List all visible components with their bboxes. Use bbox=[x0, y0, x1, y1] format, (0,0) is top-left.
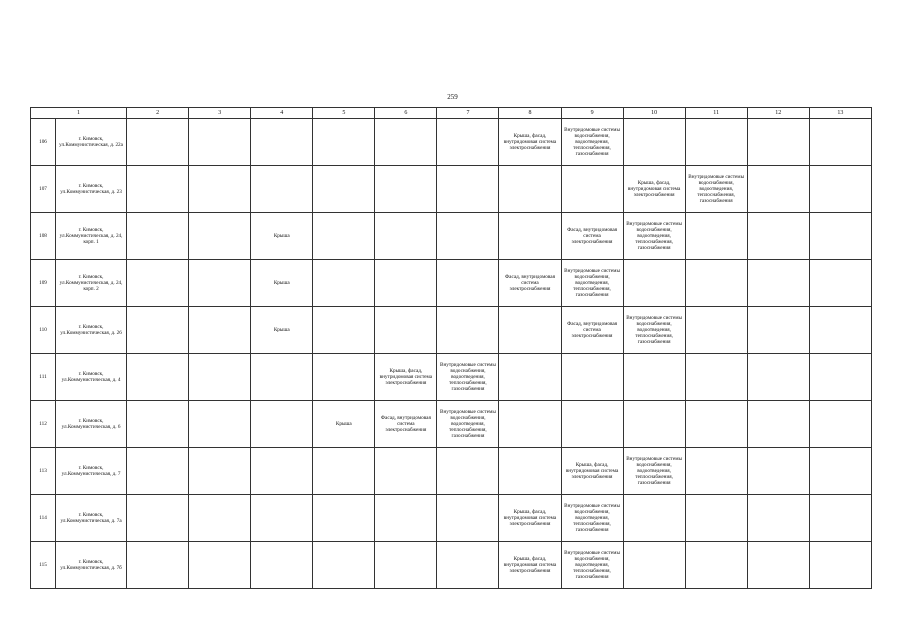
work-cell bbox=[313, 307, 375, 354]
work-cell: Внутридомовые системы водоснабжения, водоотведения, теплоснабжения, газоснабжения bbox=[623, 448, 685, 495]
row-number: 110 bbox=[31, 307, 56, 354]
work-cell bbox=[747, 401, 809, 448]
work-cell bbox=[127, 166, 189, 213]
work-cell: Внутридомовые системы водоснабжения, водоотведения, теплоснабжения, газоснабжения bbox=[561, 542, 623, 589]
work-cell bbox=[313, 213, 375, 260]
work-cell bbox=[127, 542, 189, 589]
work-cell bbox=[189, 401, 251, 448]
row-number: 106 bbox=[31, 119, 56, 166]
work-cell bbox=[251, 401, 313, 448]
work-cell bbox=[809, 448, 871, 495]
work-cell bbox=[251, 542, 313, 589]
work-cell bbox=[747, 307, 809, 354]
column-header: 2 bbox=[127, 108, 189, 119]
address-cell: г. Кимовск, ул.Коммунистическая, д. 26 bbox=[56, 307, 127, 354]
work-cell bbox=[623, 401, 685, 448]
address-cell: г. Кимовск, ул.Коммунистическая, д. 7б bbox=[56, 542, 127, 589]
work-cell bbox=[313, 495, 375, 542]
work-cell bbox=[375, 213, 437, 260]
work-cell bbox=[127, 354, 189, 401]
table-row bbox=[31, 401, 872, 448]
column-header: 7 bbox=[437, 108, 499, 119]
work-cell: Внутридомовые системы водоснабжения, водоотведения, теплоснабжения, газоснабжения bbox=[623, 307, 685, 354]
work-cell bbox=[127, 401, 189, 448]
work-cell bbox=[189, 448, 251, 495]
column-header: 6 bbox=[375, 108, 437, 119]
row-number: 111 bbox=[31, 354, 56, 401]
work-cell bbox=[251, 166, 313, 213]
work-cell bbox=[313, 542, 375, 589]
table-body bbox=[31, 119, 872, 589]
work-cell bbox=[375, 260, 437, 307]
column-header: 3 bbox=[189, 108, 251, 119]
address-cell: г. Кимовск, ул.Коммунистическая, д. 22а bbox=[56, 119, 127, 166]
work-cell bbox=[251, 354, 313, 401]
table-row bbox=[31, 119, 872, 166]
table-row bbox=[31, 307, 872, 354]
work-cell: Внутридомовые системы водоснабжения, водоотведения, теплоснабжения, газоснабжения bbox=[623, 213, 685, 260]
work-cell bbox=[809, 213, 871, 260]
work-cell: Крыша, фасад, внутридомовая система электроснабжения bbox=[499, 495, 561, 542]
table-row bbox=[31, 495, 872, 542]
work-cell bbox=[375, 495, 437, 542]
work-cell bbox=[685, 401, 747, 448]
work-cell bbox=[561, 166, 623, 213]
row-number: 115 bbox=[31, 542, 56, 589]
work-cell bbox=[561, 354, 623, 401]
work-cell bbox=[747, 119, 809, 166]
work-cell bbox=[437, 260, 499, 307]
work-cell: Крыша, фасад, внутридомовая система электроснабжения bbox=[499, 119, 561, 166]
page-number: 259 bbox=[447, 93, 458, 101]
column-header: 13 bbox=[809, 108, 871, 119]
work-cell bbox=[127, 448, 189, 495]
row-number: 108 bbox=[31, 213, 56, 260]
work-cell bbox=[251, 119, 313, 166]
work-cell bbox=[809, 401, 871, 448]
address-cell: г. Кимовск, ул.Коммунистическая, д. 7а bbox=[56, 495, 127, 542]
work-cell bbox=[437, 119, 499, 166]
address-cell: г. Кимовск, ул.Коммунистическая, д. 7 bbox=[56, 448, 127, 495]
work-cell bbox=[499, 401, 561, 448]
work-cell: Фасад, внутридомовая система электроснабжения bbox=[561, 307, 623, 354]
work-cell bbox=[189, 260, 251, 307]
work-cell bbox=[809, 119, 871, 166]
work-cell bbox=[685, 119, 747, 166]
work-cell bbox=[623, 542, 685, 589]
table-row bbox=[31, 448, 872, 495]
work-cell bbox=[747, 166, 809, 213]
row-number: 113 bbox=[31, 448, 56, 495]
work-cell bbox=[623, 260, 685, 307]
work-cell bbox=[313, 166, 375, 213]
work-cell bbox=[685, 495, 747, 542]
table-row bbox=[31, 542, 872, 589]
table-row bbox=[31, 166, 872, 213]
work-cell: Внутридомовые системы водоснабжения, водоотведения, теплоснабжения, газоснабжения bbox=[561, 119, 623, 166]
work-cell bbox=[437, 542, 499, 589]
work-cell bbox=[189, 213, 251, 260]
work-cell bbox=[623, 495, 685, 542]
work-cell bbox=[809, 495, 871, 542]
table-row bbox=[31, 213, 872, 260]
work-cell bbox=[747, 495, 809, 542]
column-header: 11 bbox=[685, 108, 747, 119]
work-cell bbox=[685, 542, 747, 589]
address-cell: г. Кимовск, ул.Коммунистическая, д. 24, корп. 2 bbox=[56, 260, 127, 307]
work-cell: Внутридомовые системы водоснабжения, водоотведения, теплоснабжения, газоснабжения bbox=[437, 401, 499, 448]
work-cell: Фасад, внутридомовая система электроснабжения bbox=[375, 401, 437, 448]
work-cell: Крыша bbox=[251, 260, 313, 307]
work-cell bbox=[127, 260, 189, 307]
work-cell: Внутридомовые системы водоснабжения, водоотведения, теплоснабжения, газоснабжения bbox=[561, 260, 623, 307]
row-number: 112 bbox=[31, 401, 56, 448]
work-cell bbox=[747, 448, 809, 495]
work-cell bbox=[809, 166, 871, 213]
work-cell bbox=[189, 119, 251, 166]
work-cell bbox=[127, 307, 189, 354]
work-cell: Внутридомовые системы водоснабжения, водоотведения, теплоснабжения, газоснабжения bbox=[437, 354, 499, 401]
work-cell bbox=[313, 260, 375, 307]
work-cell bbox=[375, 542, 437, 589]
work-cell bbox=[189, 542, 251, 589]
work-cell bbox=[809, 354, 871, 401]
work-cell bbox=[375, 307, 437, 354]
work-cell bbox=[313, 448, 375, 495]
column-header: 9 bbox=[561, 108, 623, 119]
work-cell bbox=[561, 401, 623, 448]
work-cell bbox=[747, 213, 809, 260]
column-header: 10 bbox=[623, 108, 685, 119]
work-cell bbox=[499, 307, 561, 354]
work-cell bbox=[375, 119, 437, 166]
work-cell bbox=[685, 307, 747, 354]
column-header: 1 bbox=[31, 108, 127, 119]
column-number-row bbox=[31, 108, 872, 119]
work-cell bbox=[499, 213, 561, 260]
work-cell bbox=[189, 354, 251, 401]
work-cell: Крыша bbox=[313, 401, 375, 448]
work-cell bbox=[437, 448, 499, 495]
column-header: 5 bbox=[313, 108, 375, 119]
work-cell bbox=[251, 495, 313, 542]
work-cell bbox=[313, 119, 375, 166]
work-cell bbox=[375, 448, 437, 495]
work-cell: Крыша, фасад, внутридомовая система электроснабжения bbox=[375, 354, 437, 401]
work-cell bbox=[127, 119, 189, 166]
work-cell: Внутридомовые системы водоснабжения, водоотведения, теплоснабжения, газоснабжения bbox=[561, 495, 623, 542]
column-header: 12 bbox=[747, 108, 809, 119]
work-cell bbox=[747, 542, 809, 589]
work-cell: Фасад, внутридомовая система электроснабжения bbox=[499, 260, 561, 307]
work-cell bbox=[809, 307, 871, 354]
work-cell bbox=[189, 166, 251, 213]
work-cell bbox=[437, 213, 499, 260]
work-cell bbox=[127, 213, 189, 260]
work-cell bbox=[437, 495, 499, 542]
work-cell: Крыша, фасад, внутридомовая система электроснабжения bbox=[561, 448, 623, 495]
address-cell: г. Кимовск, ул.Коммунистическая, д. 4 bbox=[56, 354, 127, 401]
work-cell bbox=[747, 354, 809, 401]
work-cell bbox=[747, 260, 809, 307]
column-header: 8 bbox=[499, 108, 561, 119]
work-cell bbox=[127, 495, 189, 542]
work-cell bbox=[251, 448, 313, 495]
row-number: 114 bbox=[31, 495, 56, 542]
work-cell bbox=[499, 448, 561, 495]
work-cell: Крыша, фасад, внутридомовая система электроснабжения bbox=[623, 166, 685, 213]
work-cell bbox=[623, 119, 685, 166]
work-cell: Фасад, внутридомовая система электроснабжения bbox=[561, 213, 623, 260]
address-cell: г. Кимовск, ул.Коммунистическая, д. 24, корп. 1 bbox=[56, 213, 127, 260]
work-cell bbox=[685, 448, 747, 495]
work-cell bbox=[313, 354, 375, 401]
work-cell: Крыша bbox=[251, 307, 313, 354]
work-cell bbox=[685, 260, 747, 307]
work-cell: Крыша, фасад, внутридомовая система электроснабжения bbox=[499, 542, 561, 589]
column-header: 4 bbox=[251, 108, 313, 119]
row-number: 107 bbox=[31, 166, 56, 213]
table-row bbox=[31, 354, 872, 401]
table-row bbox=[31, 260, 872, 307]
work-cell bbox=[189, 307, 251, 354]
work-cell bbox=[499, 166, 561, 213]
work-cell bbox=[499, 354, 561, 401]
work-cell bbox=[189, 495, 251, 542]
work-cell bbox=[685, 213, 747, 260]
work-cell bbox=[809, 260, 871, 307]
work-cell bbox=[437, 166, 499, 213]
works-schedule-table bbox=[30, 107, 872, 589]
work-cell bbox=[809, 542, 871, 589]
work-cell bbox=[685, 354, 747, 401]
address-cell: г. Кимовск, ул.Коммунистическая, д. 23 bbox=[56, 166, 127, 213]
work-cell: Крыша bbox=[251, 213, 313, 260]
work-cell bbox=[437, 307, 499, 354]
row-number: 109 bbox=[31, 260, 56, 307]
work-cell bbox=[375, 166, 437, 213]
work-cell: Внутридомовые системы водоснабжения, водоотведения, теплоснабжения, газоснабжения bbox=[685, 166, 747, 213]
address-cell: г. Кимовск, ул.Коммунистическая, д. 6 bbox=[56, 401, 127, 448]
work-cell bbox=[623, 354, 685, 401]
